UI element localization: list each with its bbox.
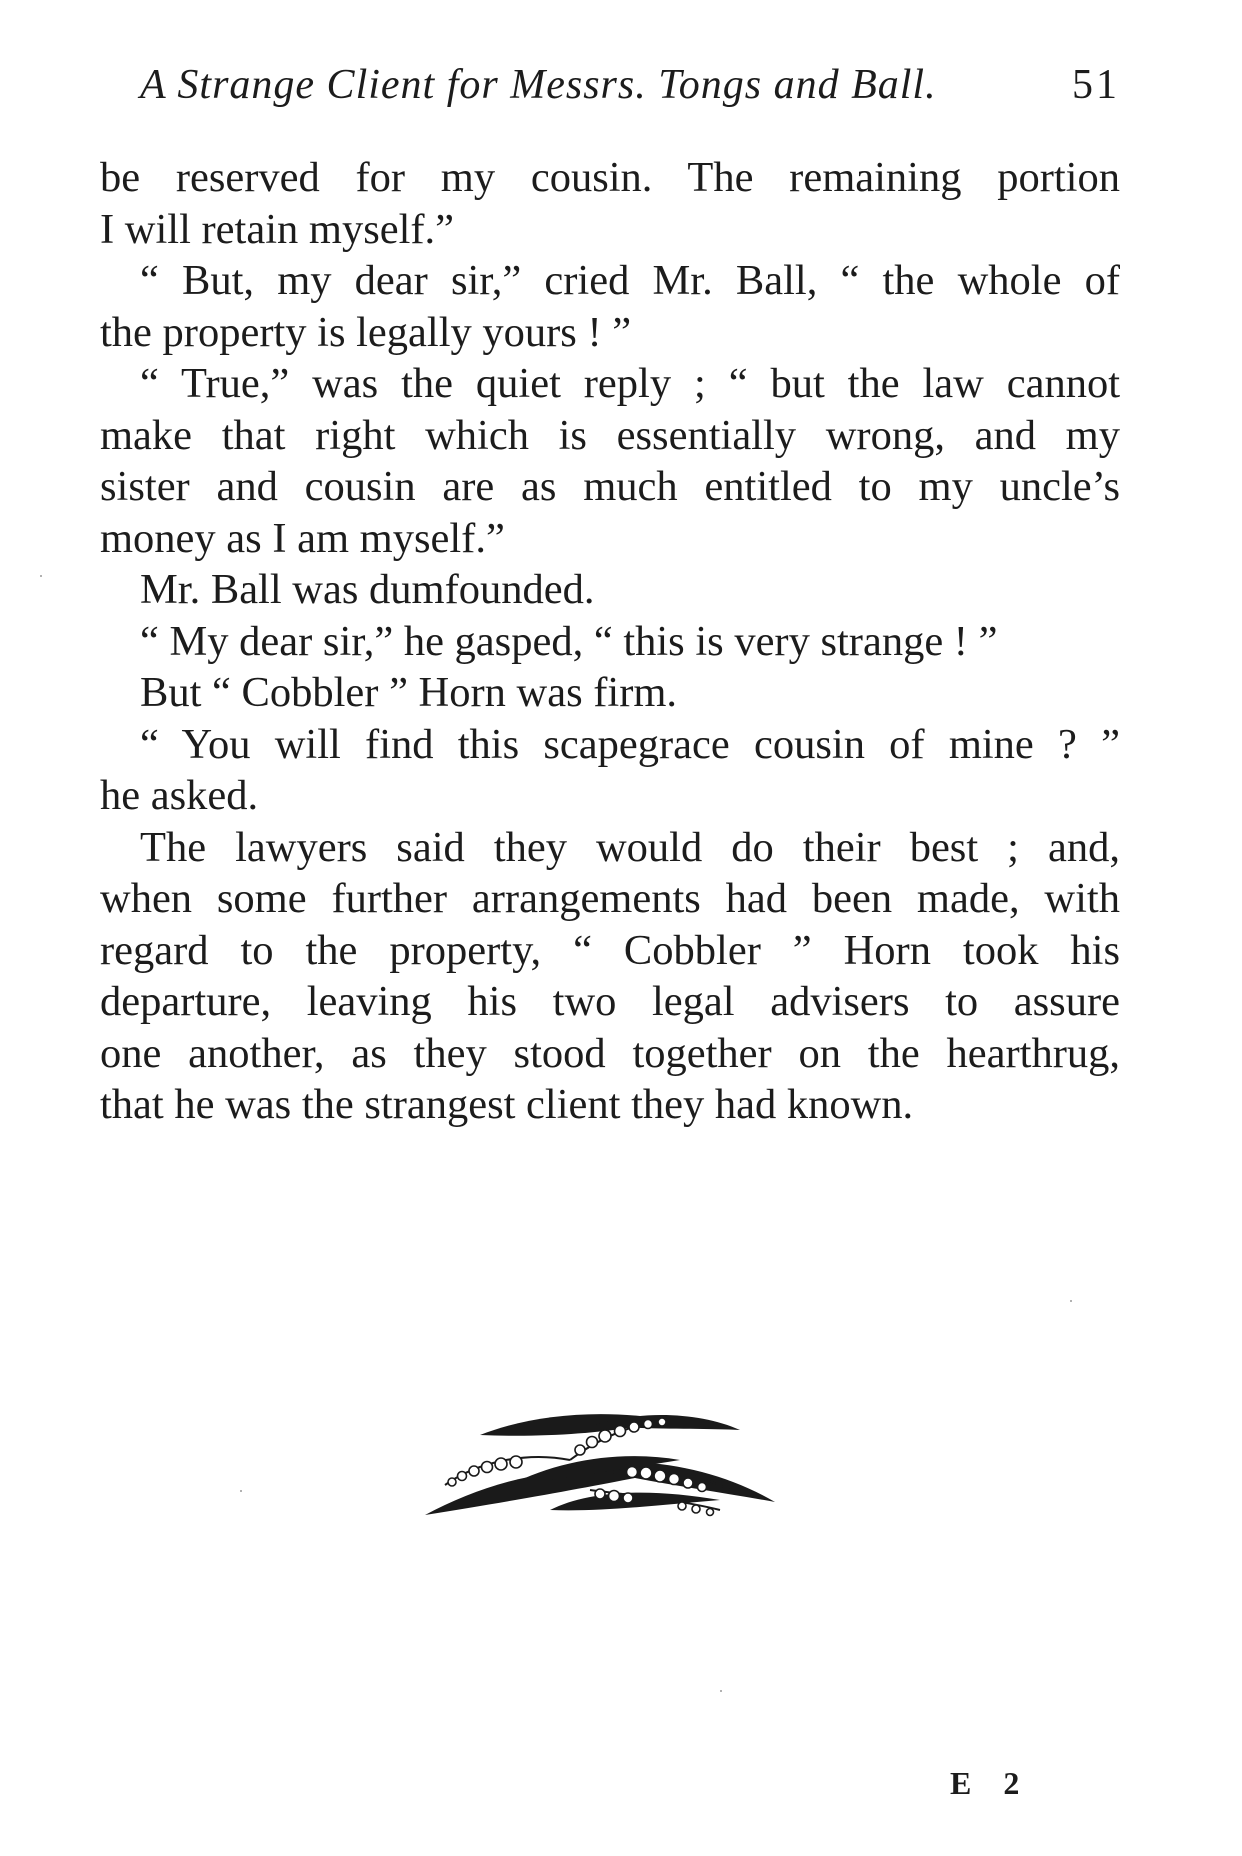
paper-speck — [240, 1490, 242, 1492]
text-line: “ True,” was the quiet reply ; “ but the law cannot — [140, 360, 1120, 407]
text-line: one another, as they stood together on the hearthrug, — [100, 1029, 1120, 1077]
text-line: departure, leaving his two legal advisers to assure — [100, 978, 1120, 1025]
text-line: Mr. Ball was dumfounded. — [140, 566, 595, 613]
text-line: make that right which is essentially wrong, and my — [100, 411, 1120, 459]
text-line: “ My dear sir,” he gasped, “ this is very strange ! ” — [140, 617, 998, 665]
text-line: The lawyers said they would do their best ; and, — [140, 823, 1120, 871]
page-number: 51 — [1072, 62, 1120, 108]
paper-speck — [1070, 1300, 1072, 1302]
text-line: when some further arrangements had been made, with — [100, 875, 1120, 922]
body-text — [100, 152, 1120, 1131]
signature-mark: E 2 — [950, 1765, 1032, 1801]
paper-speck — [40, 575, 42, 577]
text-line: “ You will find this scapegrace cousin of mine ? ” — [140, 720, 1120, 768]
text-line: he asked. — [100, 772, 259, 819]
text-line: “ But, my dear sir,” cried Mr. Ball, “ the whole of — [140, 257, 1120, 304]
paper-speck — [720, 1690, 722, 1692]
text-line: that he was the strangest client they had known. — [100, 1081, 914, 1128]
running-head — [100, 55, 1120, 115]
text-line: money as I am myself.” — [100, 514, 505, 562]
text-line: I will retain myself.” — [100, 205, 455, 253]
text-line: sister and cousin are as much entitled to my uncle’s — [100, 463, 1120, 510]
lily-of-the-valley-ornament-icon — [420, 1390, 780, 1530]
text-line: But “ Cobbler ” Horn was firm. — [140, 669, 678, 716]
text-line: be reserved for my cousin. The remaining portion — [100, 154, 1120, 201]
text-line: the property is legally yours ! ” — [100, 308, 632, 356]
text-line: regard to the property, “ Cobbler ” Horn took his — [100, 926, 1120, 974]
running-title: A Strange Client for Messrs. Tongs and Ball. — [140, 62, 937, 108]
